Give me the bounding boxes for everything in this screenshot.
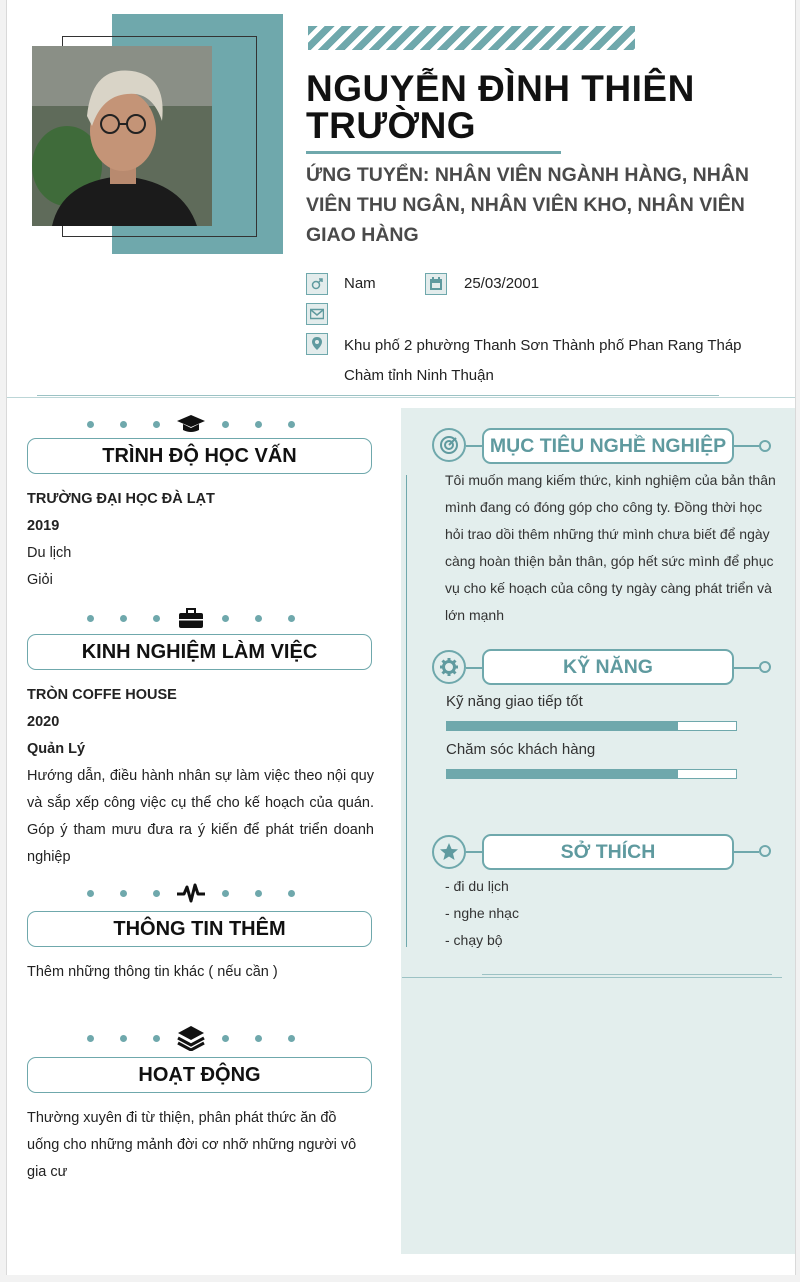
- hobbies-connector-end: [759, 845, 771, 857]
- mail-icon: [306, 303, 328, 325]
- name-underline: [306, 151, 561, 154]
- star-icon: [432, 835, 466, 869]
- skill-bar-fill: [447, 770, 678, 778]
- heartbeat-icon: [174, 882, 208, 904]
- activities-text: Thường xuyên đi từ thiện, phân phát thức ăn đồ uống cho những mảnh đời cơ nhỡ những người vô gia cư: [27, 1110, 357, 1180]
- skill-label: Kỹ năng giao tiếp tốt: [446, 693, 583, 710]
- skill-label: Chăm sóc khách hàng: [446, 741, 596, 758]
- gender-value: Nam: [344, 275, 376, 292]
- briefcase-icon: [174, 607, 208, 629]
- hobbies-title: SỞ THÍCH: [482, 834, 734, 870]
- cv-page: [6, 0, 796, 1275]
- hobby-item: - chạy bộ: [445, 932, 503, 948]
- objective-connector-end: [759, 440, 771, 452]
- education-grade: Giỏi: [27, 572, 53, 588]
- gender-icon: [306, 273, 328, 295]
- extra-dots: [87, 882, 295, 904]
- calendar-icon: [425, 273, 447, 295]
- header-divider: [37, 395, 719, 396]
- right-panel-rule: [406, 475, 407, 947]
- objective-title: MỤC TIÊU NGHỀ NGHIỆP: [482, 428, 734, 464]
- experience-company: TRÒN COFFE HOUSE: [27, 687, 177, 703]
- education-dots: [87, 413, 295, 435]
- skill-bar: [446, 721, 737, 731]
- activities-dots: [87, 1027, 295, 1049]
- skill-bar: [446, 769, 737, 779]
- profile-photo: [32, 46, 212, 226]
- skill-bar-fill: [447, 722, 678, 730]
- education-title: TRÌNH ĐỘ HỌC VẤN: [27, 438, 372, 474]
- target-icon: [432, 428, 466, 462]
- right-panel-divider: [402, 977, 782, 978]
- right-panel-divider: [482, 974, 772, 975]
- education-year: 2019: [27, 518, 60, 534]
- extra-text: Thêm những thông tin khác ( nếu cần ): [27, 964, 278, 980]
- skills-connector-end: [759, 661, 771, 673]
- applied-positions: ỨNG TUYỂN: NHÂN VIÊN NGÀNH HÀNG, NHÂN VIÊN THU NGÂN, NHÂN VIÊN KHO, NHÂN VIÊN GIAO HÀNG: [306, 164, 750, 246]
- address-value: Khu phố 2 phường Thanh Sơn Thành phố Phan Rang Tháp Chàm tỉnh Ninh Thuận: [344, 337, 742, 384]
- objective-text: Tôi muốn mang kiếm thức, kinh nghiệm của bản thân mình đang có đóng góp cho công ty. Đồng thời học hỏi trao dồi thêm những thứ mình chưa biết để ngày càng hoàn thiện bản thân, góp hết sức mình để phục vụ cho kế hoạch của công ty ngày càng phát triển và lớn mạnh: [445, 472, 776, 623]
- experience-title: KINH NGHIỆM LÀM VIỆC: [27, 634, 372, 670]
- experience-dots: [87, 607, 295, 629]
- decorative-stripes: [308, 26, 635, 50]
- location-icon: [306, 333, 328, 355]
- hobby-item: - đi du lịch: [445, 878, 509, 894]
- hobby-item: - nghe nhạc: [445, 905, 519, 921]
- graduation-cap-icon: [174, 413, 208, 435]
- extra-title: THÔNG TIN THÊM: [27, 911, 372, 947]
- gear-icon: [432, 650, 466, 684]
- education-school: TRƯỜNG ĐẠI HỌC ĐÀ LẠT: [27, 491, 215, 507]
- skills-title: KỸ NĂNG: [482, 649, 734, 685]
- experience-position: Quản Lý: [27, 741, 86, 757]
- education-major: Du lịch: [27, 545, 72, 561]
- page-divider: [7, 397, 795, 398]
- dob-value: 25/03/2001: [464, 275, 540, 292]
- experience-year: 2020: [27, 714, 60, 730]
- candidate-name: NGUYỄN ĐÌNH THIÊN TRƯỜNG: [306, 68, 695, 146]
- layers-icon: [174, 1025, 208, 1051]
- experience-description: Hướng dẫn, điều hành nhân sự làm việc theo nội quy và sắp xếp công việc cụ thể cho kế hoạch của quán. Góp ý tham mưu đưa ra ý kiến để phát triển doanh nghiệp: [27, 768, 374, 865]
- activities-title: HOẠT ĐỘNG: [27, 1057, 372, 1093]
